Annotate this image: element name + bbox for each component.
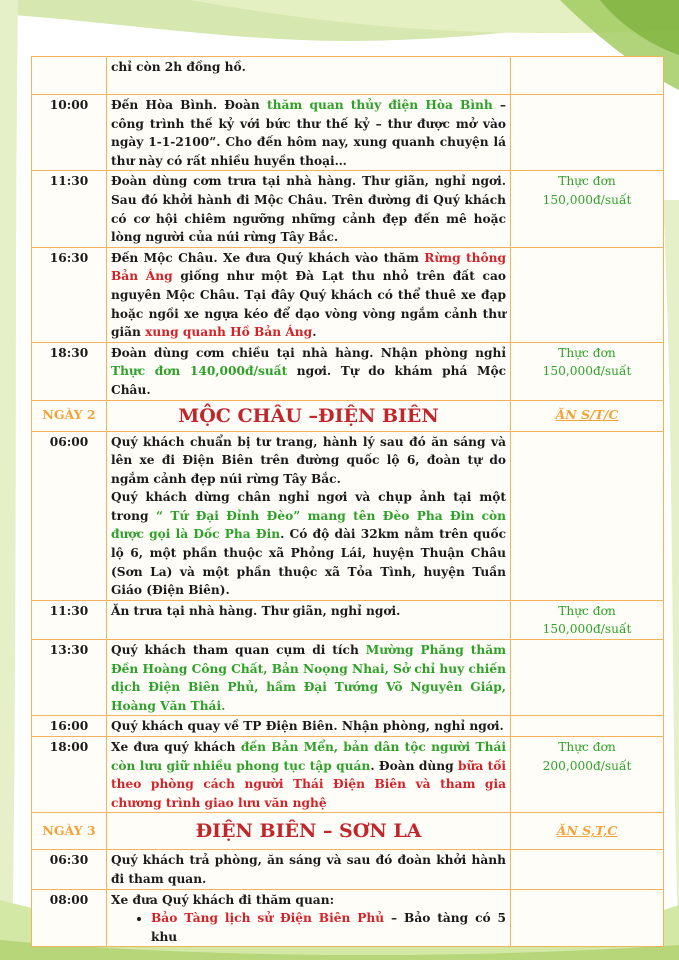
menu-label: Thực đơn <box>558 740 616 754</box>
time-cell: 18:30 <box>32 342 107 400</box>
meal-cell <box>511 247 664 342</box>
activity-cell <box>107 247 511 342</box>
menu-price: 150,000đ/suất <box>542 192 632 207</box>
text-segment: Quý khách chuẩn bị tư trang, hành lý sau đó ăn sáng và lên xe đi Điện Biên trên đường quốc lộ 6, đoàn tự do ngắm cảnh đẹp núi rừng Tây Bắc. <box>111 434 506 486</box>
text-segment: Rừng thông Bản Áng <box>111 250 506 284</box>
activity-cell <box>107 95 511 171</box>
text-segment: giống như một Đà Lạt thu nhỏ trên đất cao nguyên Mộc Châu. Tại đây Quý khách có thể thuê xe đạp hoặc ngồi xe ngựa kéo để dạo vòng vòng ngắm cảnh thư giãn <box>111 269 507 340</box>
meal-cell <box>511 171 664 247</box>
text-segment: . <box>312 325 317 340</box>
meal-cell <box>511 850 664 889</box>
time-cell: 11:30 <box>32 600 107 639</box>
activity-cell <box>107 889 511 947</box>
text-segment: Mường Phăng thăm Đền Hoàng Công Chất, Bản Noọng Nhai, Sở chỉ huy chiến dịch Điện Biên Phủ, hầm Đại Tướng Võ Nguyên Giáp, Hoàng Văn Thái. <box>111 643 506 713</box>
time-cell: 06:00 <box>32 431 107 600</box>
table-row <box>32 171 664 247</box>
time-cell: 18:00 <box>32 737 107 813</box>
text-segment: chỉ còn 2h đồng hồ. <box>111 60 246 74</box>
time-cell: 08:00 <box>32 889 107 947</box>
activity-cell <box>107 342 511 400</box>
table-row <box>32 600 664 639</box>
meal-cell <box>511 431 664 600</box>
day-meals: ĂN S/T/C <box>511 400 664 431</box>
meal-cell <box>511 737 664 813</box>
menu-label: Thực đơn <box>558 174 616 189</box>
text-segment: Quý khách dừng chân nghỉ ngơi và chụp ảnh tại một trong <box>111 490 506 523</box>
time-cell: 16:00 <box>32 716 107 737</box>
day-header-row <box>32 813 664 850</box>
day-header-row <box>32 400 664 431</box>
text-segment: Đoàn dùng cơm chiều tại nhà hàng. Nhận phòng nghỉ <box>111 345 506 360</box>
list-item <box>151 909 506 946</box>
menu-price: 200,000đ/suất <box>542 758 632 773</box>
day-title: ĐIỆN BIÊN – SƠN LA <box>107 813 511 850</box>
activity-cell <box>107 600 511 639</box>
text-segment: Quý khách trả phòng, ăn sáng và sau đó đoàn khởi hành đi tham quan. <box>111 853 506 886</box>
text-segment: bữa tối theo phòng cách người Thái Điện Biên và tham gia chương trình giao lưu văn nghệ <box>111 758 507 810</box>
table-row <box>32 850 664 889</box>
meal-cell <box>511 640 664 716</box>
text-segment: Xe đưa quý khách <box>111 740 241 754</box>
text-segment: – Bảo tàng có 5 khu <box>151 911 507 944</box>
time-cell: 06:30 <box>32 850 107 889</box>
menu-price: 150,000đ/suất <box>542 622 632 637</box>
text-segment: Xe đưa Quý khách đi thăm quan: <box>111 892 335 907</box>
table-row <box>32 342 664 400</box>
itinerary-table <box>31 56 664 947</box>
text-segment: . Đoàn dùng <box>370 758 458 773</box>
activity-cell <box>107 431 511 600</box>
meal-cell <box>511 600 664 639</box>
table-row <box>32 247 664 342</box>
text-segment: xung quanh Hồ Bản Áng <box>145 325 313 340</box>
bullet-list <box>111 909 506 946</box>
text-segment: – công trình thế kỷ với bức thư thế kỷ – thư được mở vào ngày 1-1-2100”. Cho đến hôm nay, xung quanh chuyện lá thư này có rất nhiều huyền thoại… <box>111 98 506 168</box>
table-row <box>32 737 664 813</box>
text-segment: thăm quan thủy điện Hòa Bình <box>266 98 493 112</box>
text-segment: Quý khách tham quan cụm di tích <box>111 643 366 658</box>
text-segment: “ Tứ Đại Đỉnh Đèo” mang tên Đèo Pha Đin còn được gọi là Dốc Pha Đin <box>111 508 507 542</box>
text-segment: . Có độ dài 32km nằm trên quốc lộ 6, một phần thuộc xã Phỏng Lái, huyện Thuận Châu (Sơn La) và một phần thuộc xã Tỏa Tình, huyện Tuần Giáo (Điện Biên). <box>111 527 507 598</box>
activity-cell <box>107 737 511 813</box>
table-row <box>32 95 664 171</box>
text-segment: Đến Hòa Bình. Đoàn <box>111 98 267 112</box>
menu-label: Thực đơn <box>558 603 616 618</box>
day-label: NGÀY 2 <box>32 400 107 431</box>
activity-text <box>111 891 506 910</box>
text-segment: Đoàn dùng cơm trưa tại nhà hàng. Thư giãn, nghỉ ngơi. Sau đó khởi hành đi Mộc Châu. Trên đường đi Quý khách có cơ hội chiêm ngưỡng những cảnh đẹp đến mê hoặc lòng người của núi rừng Tây Bắc. <box>111 174 506 245</box>
text-segment: đến Bản Mển, bản dân tộc người Thái còn lưu giữ nhiều phong tục tập quán <box>111 740 506 773</box>
meal-cell <box>511 342 664 400</box>
meal-cell <box>511 57 664 95</box>
text-segment: Quý khách quay về TP Điện Biên. Nhận phòng, nghỉ ngơi. <box>111 719 504 734</box>
activity-cell <box>107 57 511 95</box>
meal-cell <box>511 95 664 171</box>
table-row <box>32 640 664 716</box>
meal-cell <box>511 716 664 737</box>
text-segment: Bảo Tàng lịch sử Điện Biên Phủ <box>151 911 385 926</box>
activity-cell <box>107 716 511 737</box>
text-segment: Ăn trưa tại nhà hàng. Thư giãn, nghỉ ngơi. <box>111 603 401 618</box>
time-cell: 16:30 <box>32 247 107 342</box>
meal-cell <box>511 889 664 947</box>
day-label: NGÀY 3 <box>32 813 107 850</box>
time-cell: 13:30 <box>32 640 107 716</box>
activity-cell <box>107 640 511 716</box>
table-row <box>32 57 664 95</box>
table-row <box>32 716 664 737</box>
day-title: MỘC CHÂU –ĐIỆN BIÊN <box>107 400 511 431</box>
activity-cell <box>107 850 511 889</box>
text-segment: Đến Mộc Châu. Xe đưa Quý khách vào thăm <box>111 250 425 265</box>
table-row <box>32 431 664 600</box>
text-segment: Thực đơn 140,000đ/suất <box>111 364 288 379</box>
activity-cell <box>107 171 511 247</box>
time-cell <box>32 57 107 95</box>
text-segment: ngơi. Tự do khám phá Mộc Châu. <box>111 364 507 397</box>
menu-price: 150,000đ/suất <box>542 364 632 379</box>
day-meals: ĂN S,T,C <box>511 813 664 850</box>
table-row <box>32 889 664 947</box>
time-cell: 10:00 <box>32 95 107 171</box>
time-cell: 11:30 <box>32 171 107 247</box>
menu-label: Thực đơn <box>558 345 616 360</box>
